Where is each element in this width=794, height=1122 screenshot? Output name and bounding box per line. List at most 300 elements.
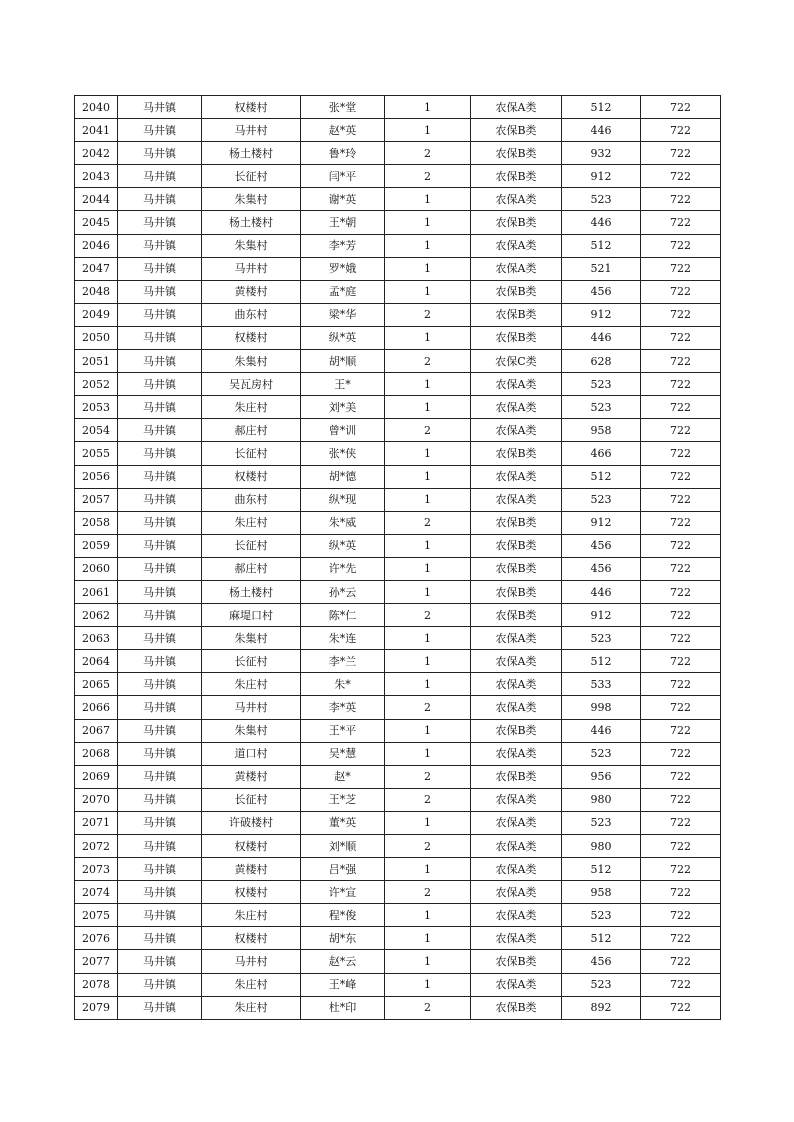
town-cell: 马井镇: [118, 673, 202, 696]
category-cell: 农保A类: [471, 488, 562, 511]
standard-cell: 722: [641, 303, 721, 326]
village-cell: 长征村: [202, 534, 301, 557]
name-cell: 李*英: [301, 696, 385, 719]
amount-cell: 523: [562, 742, 641, 765]
town-cell: 马井镇: [118, 373, 202, 396]
name-cell: 吴*慧: [301, 742, 385, 765]
category-cell: 农保B类: [471, 119, 562, 142]
category-cell: 农保B类: [471, 996, 562, 1019]
row-number: 2055: [75, 442, 118, 465]
village-cell: 朱庄村: [202, 973, 301, 996]
name-cell: 李*芳: [301, 234, 385, 257]
household-count-cell: 1: [385, 580, 471, 603]
village-cell: 朱集村: [202, 188, 301, 211]
table-row: [75, 511, 721, 534]
amount-cell: 932: [562, 142, 641, 165]
standard-cell: 722: [641, 719, 721, 742]
village-cell: 长征村: [202, 650, 301, 673]
name-cell: 纵*英: [301, 326, 385, 349]
standard-cell: 722: [641, 881, 721, 904]
category-cell: 农保A类: [471, 396, 562, 419]
name-cell: 胡*顺: [301, 350, 385, 373]
name-cell: 孟*庭: [301, 280, 385, 303]
household-count-cell: 2: [385, 765, 471, 788]
category-cell: 农保A类: [471, 419, 562, 442]
household-count-cell: 1: [385, 257, 471, 280]
town-cell: 马井镇: [118, 442, 202, 465]
town-cell: 马井镇: [118, 257, 202, 280]
household-count-cell: 2: [385, 996, 471, 1019]
category-cell: 农保A类: [471, 904, 562, 927]
row-number: 2058: [75, 511, 118, 534]
village-cell: 权楼村: [202, 835, 301, 858]
table-row: [75, 673, 721, 696]
table-row: [75, 257, 721, 280]
table-row: [75, 211, 721, 234]
table-row: [75, 811, 721, 834]
standard-cell: 722: [641, 396, 721, 419]
standard-cell: 722: [641, 442, 721, 465]
table-row: [75, 488, 721, 511]
standard-cell: 722: [641, 142, 721, 165]
amount-cell: 512: [562, 650, 641, 673]
category-cell: 农保B类: [471, 303, 562, 326]
village-cell: 麻堤口村: [202, 604, 301, 627]
town-cell: 马井镇: [118, 604, 202, 627]
household-count-cell: 2: [385, 303, 471, 326]
row-number: 2063: [75, 627, 118, 650]
row-number: 2069: [75, 765, 118, 788]
household-count-cell: 1: [385, 557, 471, 580]
household-count-cell: 1: [385, 373, 471, 396]
household-count-cell: 2: [385, 788, 471, 811]
table-row: [75, 742, 721, 765]
amount-cell: 892: [562, 996, 641, 1019]
table-row: [75, 604, 721, 627]
name-cell: 鲁*玲: [301, 142, 385, 165]
category-cell: 农保A类: [471, 742, 562, 765]
category-cell: 农保A类: [471, 973, 562, 996]
town-cell: 马井镇: [118, 904, 202, 927]
amount-cell: 456: [562, 557, 641, 580]
amount-cell: 523: [562, 904, 641, 927]
row-number: 2057: [75, 488, 118, 511]
table-row: [75, 927, 721, 950]
village-cell: 黄楼村: [202, 858, 301, 881]
amount-cell: 628: [562, 350, 641, 373]
row-number: 2056: [75, 465, 118, 488]
amount-cell: 456: [562, 534, 641, 557]
town-cell: 马井镇: [118, 881, 202, 904]
village-cell: 马井村: [202, 119, 301, 142]
standard-cell: 722: [641, 696, 721, 719]
row-number: 2050: [75, 326, 118, 349]
standard-cell: 722: [641, 257, 721, 280]
standard-cell: 722: [641, 858, 721, 881]
household-count-cell: 1: [385, 534, 471, 557]
name-cell: 王*平: [301, 719, 385, 742]
town-cell: 马井镇: [118, 211, 202, 234]
standard-cell: 722: [641, 488, 721, 511]
household-count-cell: 1: [385, 119, 471, 142]
name-cell: 朱*威: [301, 511, 385, 534]
amount-cell: 523: [562, 811, 641, 834]
row-number: 2065: [75, 673, 118, 696]
village-cell: 郝庄村: [202, 419, 301, 442]
name-cell: 谢*英: [301, 188, 385, 211]
row-number: 2045: [75, 211, 118, 234]
standard-cell: 722: [641, 788, 721, 811]
name-cell: 梁*华: [301, 303, 385, 326]
row-number: 2061: [75, 580, 118, 603]
name-cell: 王*: [301, 373, 385, 396]
row-number: 2074: [75, 881, 118, 904]
town-cell: 马井镇: [118, 188, 202, 211]
town-cell: 马井镇: [118, 811, 202, 834]
town-cell: 马井镇: [118, 788, 202, 811]
standard-cell: 722: [641, 765, 721, 788]
category-cell: 农保B类: [471, 511, 562, 534]
household-count-cell: 1: [385, 627, 471, 650]
table-row: [75, 534, 721, 557]
village-cell: 杨土楼村: [202, 211, 301, 234]
amount-cell: 456: [562, 950, 641, 973]
household-count-cell: 1: [385, 650, 471, 673]
name-cell: 许*先: [301, 557, 385, 580]
town-cell: 马井镇: [118, 142, 202, 165]
amount-cell: 512: [562, 858, 641, 881]
name-cell: 程*俊: [301, 904, 385, 927]
table-row: [75, 326, 721, 349]
row-number: 2049: [75, 303, 118, 326]
household-count-cell: 2: [385, 511, 471, 534]
village-cell: 马井村: [202, 257, 301, 280]
standard-cell: 722: [641, 165, 721, 188]
town-cell: 马井镇: [118, 996, 202, 1019]
category-cell: 农保A类: [471, 465, 562, 488]
row-number: 2053: [75, 396, 118, 419]
standard-cell: 722: [641, 188, 721, 211]
household-count-cell: 1: [385, 465, 471, 488]
amount-cell: 523: [562, 627, 641, 650]
village-cell: 权楼村: [202, 881, 301, 904]
category-cell: 农保A类: [471, 257, 562, 280]
town-cell: 马井镇: [118, 950, 202, 973]
village-cell: 朱集村: [202, 350, 301, 373]
row-number: 2047: [75, 257, 118, 280]
town-cell: 马井镇: [118, 234, 202, 257]
table-row: [75, 234, 721, 257]
table-row: [75, 465, 721, 488]
table-row: [75, 419, 721, 442]
village-cell: 朱庄村: [202, 996, 301, 1019]
household-count-cell: 2: [385, 419, 471, 442]
amount-cell: 998: [562, 696, 641, 719]
amount-cell: 446: [562, 719, 641, 742]
category-cell: 农保B类: [471, 557, 562, 580]
household-count-cell: 2: [385, 350, 471, 373]
amount-cell: 456: [562, 280, 641, 303]
household-count-cell: 1: [385, 858, 471, 881]
name-cell: 纵*现: [301, 488, 385, 511]
table-row: [75, 627, 721, 650]
standard-cell: 722: [641, 973, 721, 996]
town-cell: 马井镇: [118, 534, 202, 557]
category-cell: 农保B类: [471, 950, 562, 973]
category-cell: 农保B类: [471, 534, 562, 557]
town-cell: 马井镇: [118, 119, 202, 142]
category-cell: 农保B类: [471, 719, 562, 742]
town-cell: 马井镇: [118, 465, 202, 488]
standard-cell: 722: [641, 511, 721, 534]
household-count-cell: 2: [385, 696, 471, 719]
name-cell: 刘*美: [301, 396, 385, 419]
name-cell: 闫*平: [301, 165, 385, 188]
village-cell: 朱集村: [202, 719, 301, 742]
category-cell: 农保B类: [471, 580, 562, 603]
standard-cell: 722: [641, 465, 721, 488]
household-count-cell: 1: [385, 442, 471, 465]
row-number: 2064: [75, 650, 118, 673]
village-cell: 权楼村: [202, 96, 301, 119]
category-cell: 农保A类: [471, 927, 562, 950]
name-cell: 刘*顺: [301, 835, 385, 858]
standard-cell: 722: [641, 119, 721, 142]
table-row: [75, 835, 721, 858]
amount-cell: 521: [562, 257, 641, 280]
name-cell: 朱*连: [301, 627, 385, 650]
table-row: [75, 350, 721, 373]
name-cell: 赵*英: [301, 119, 385, 142]
amount-cell: 912: [562, 604, 641, 627]
row-number: 2067: [75, 719, 118, 742]
village-cell: 权楼村: [202, 927, 301, 950]
standard-cell: 722: [641, 211, 721, 234]
town-cell: 马井镇: [118, 696, 202, 719]
table-row: [75, 142, 721, 165]
amount-cell: 512: [562, 465, 641, 488]
row-number: 2044: [75, 188, 118, 211]
standard-cell: 722: [641, 234, 721, 257]
table-row: [75, 696, 721, 719]
standard-cell: 722: [641, 350, 721, 373]
table-row: [75, 557, 721, 580]
table-row: [75, 396, 721, 419]
household-count-cell: 1: [385, 396, 471, 419]
household-count-cell: 2: [385, 881, 471, 904]
category-cell: 农保B类: [471, 604, 562, 627]
village-cell: 杨土楼村: [202, 580, 301, 603]
standard-cell: 722: [641, 650, 721, 673]
table-row: [75, 119, 721, 142]
town-cell: 马井镇: [118, 742, 202, 765]
standard-cell: 722: [641, 326, 721, 349]
amount-cell: 512: [562, 927, 641, 950]
amount-cell: 446: [562, 211, 641, 234]
town-cell: 马井镇: [118, 719, 202, 742]
table-row: [75, 904, 721, 927]
amount-cell: 446: [562, 119, 641, 142]
amount-cell: 912: [562, 165, 641, 188]
table-row: [75, 188, 721, 211]
name-cell: 胡*东: [301, 927, 385, 950]
town-cell: 马井镇: [118, 927, 202, 950]
row-number: 2073: [75, 858, 118, 881]
category-cell: 农保A类: [471, 835, 562, 858]
amount-cell: 523: [562, 373, 641, 396]
row-number: 2043: [75, 165, 118, 188]
household-count-cell: 1: [385, 188, 471, 211]
category-cell: 农保A类: [471, 881, 562, 904]
name-cell: 杜*印: [301, 996, 385, 1019]
village-cell: 权楼村: [202, 326, 301, 349]
household-count-cell: 1: [385, 950, 471, 973]
household-count-cell: 1: [385, 719, 471, 742]
table-row: [75, 303, 721, 326]
village-cell: 朱集村: [202, 234, 301, 257]
village-cell: 朱庄村: [202, 673, 301, 696]
standard-cell: 722: [641, 904, 721, 927]
household-count-cell: 1: [385, 973, 471, 996]
row-number: 2076: [75, 927, 118, 950]
row-number: 2068: [75, 742, 118, 765]
village-cell: 朱庄村: [202, 904, 301, 927]
name-cell: 陈*仁: [301, 604, 385, 627]
household-count-cell: 1: [385, 280, 471, 303]
amount-cell: 523: [562, 973, 641, 996]
household-count-cell: 1: [385, 488, 471, 511]
village-cell: 黄楼村: [202, 765, 301, 788]
name-cell: 李*兰: [301, 650, 385, 673]
town-cell: 马井镇: [118, 580, 202, 603]
name-cell: 王*芝: [301, 788, 385, 811]
standard-cell: 722: [641, 604, 721, 627]
category-cell: 农保B类: [471, 142, 562, 165]
name-cell: 董*英: [301, 811, 385, 834]
household-count-cell: 1: [385, 211, 471, 234]
category-cell: 农保B类: [471, 165, 562, 188]
standard-cell: 722: [641, 950, 721, 973]
table-row: [75, 881, 721, 904]
row-number: 2060: [75, 557, 118, 580]
table-row: [75, 580, 721, 603]
category-cell: 农保A类: [471, 788, 562, 811]
household-count-cell: 1: [385, 742, 471, 765]
table-row: [75, 442, 721, 465]
standard-cell: 722: [641, 627, 721, 650]
village-cell: 黄楼村: [202, 280, 301, 303]
household-count-cell: 2: [385, 835, 471, 858]
amount-cell: 446: [562, 580, 641, 603]
village-cell: 马井村: [202, 696, 301, 719]
amount-cell: 533: [562, 673, 641, 696]
standard-cell: 722: [641, 557, 721, 580]
name-cell: 胡*德: [301, 465, 385, 488]
category-cell: 农保B类: [471, 280, 562, 303]
name-cell: 朱*: [301, 673, 385, 696]
village-cell: 杨土楼村: [202, 142, 301, 165]
household-count-cell: 1: [385, 326, 471, 349]
category-cell: 农保A类: [471, 650, 562, 673]
table-row: [75, 96, 721, 119]
amount-cell: 523: [562, 188, 641, 211]
village-cell: 许破楼村: [202, 811, 301, 834]
standard-cell: 722: [641, 742, 721, 765]
row-number: 2071: [75, 811, 118, 834]
town-cell: 马井镇: [118, 350, 202, 373]
town-cell: 马井镇: [118, 835, 202, 858]
household-count-cell: 1: [385, 927, 471, 950]
town-cell: 马井镇: [118, 280, 202, 303]
name-cell: 孙*云: [301, 580, 385, 603]
table-row: [75, 165, 721, 188]
row-number: 2066: [75, 696, 118, 719]
household-count-cell: 2: [385, 142, 471, 165]
amount-cell: 980: [562, 835, 641, 858]
table-row: [75, 973, 721, 996]
town-cell: 马井镇: [118, 326, 202, 349]
row-number: 2051: [75, 350, 118, 373]
row-number: 2040: [75, 96, 118, 119]
table-body: [75, 96, 721, 1020]
village-cell: 长征村: [202, 442, 301, 465]
town-cell: 马井镇: [118, 419, 202, 442]
amount-cell: 512: [562, 96, 641, 119]
amount-cell: 958: [562, 881, 641, 904]
row-number: 2078: [75, 973, 118, 996]
village-cell: 郝庄村: [202, 557, 301, 580]
standard-cell: 722: [641, 373, 721, 396]
name-cell: 王*朝: [301, 211, 385, 234]
name-cell: 张*侠: [301, 442, 385, 465]
name-cell: 曾*训: [301, 419, 385, 442]
village-cell: 长征村: [202, 165, 301, 188]
village-cell: 朱集村: [202, 627, 301, 650]
amount-cell: 523: [562, 396, 641, 419]
village-cell: 马井村: [202, 950, 301, 973]
name-cell: 赵*云: [301, 950, 385, 973]
village-cell: 吴瓦房村: [202, 373, 301, 396]
category-cell: 农保A类: [471, 858, 562, 881]
category-cell: 农保A类: [471, 96, 562, 119]
category-cell: 农保A类: [471, 673, 562, 696]
table-row: [75, 996, 721, 1019]
household-count-cell: 2: [385, 604, 471, 627]
town-cell: 马井镇: [118, 765, 202, 788]
amount-cell: 958: [562, 419, 641, 442]
category-cell: 农保C类: [471, 350, 562, 373]
standard-cell: 722: [641, 96, 721, 119]
category-cell: 农保A类: [471, 188, 562, 211]
standard-cell: 722: [641, 580, 721, 603]
row-number: 2079: [75, 996, 118, 1019]
beneficiary-table: [74, 95, 721, 1020]
town-cell: 马井镇: [118, 650, 202, 673]
town-cell: 马井镇: [118, 396, 202, 419]
household-count-cell: 1: [385, 96, 471, 119]
category-cell: 农保B类: [471, 765, 562, 788]
town-cell: 马井镇: [118, 165, 202, 188]
standard-cell: 722: [641, 534, 721, 557]
table-row: [75, 280, 721, 303]
town-cell: 马井镇: [118, 858, 202, 881]
category-cell: 农保A类: [471, 811, 562, 834]
row-number: 2070: [75, 788, 118, 811]
category-cell: 农保B类: [471, 442, 562, 465]
town-cell: 马井镇: [118, 511, 202, 534]
name-cell: 吕*强: [301, 858, 385, 881]
household-count-cell: 1: [385, 811, 471, 834]
